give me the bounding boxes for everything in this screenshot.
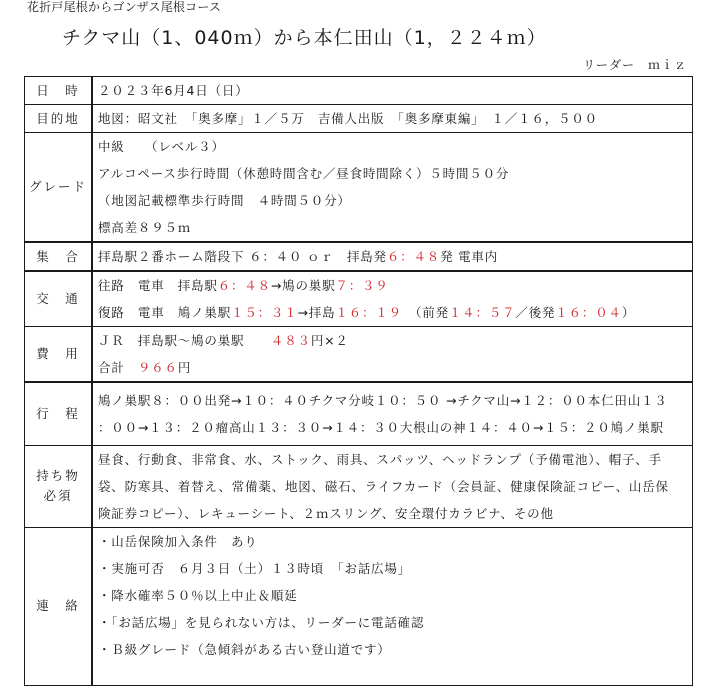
grade-standard-time: （地図記載標準歩行時間 ４時間５０分） <box>98 193 351 208</box>
row-transport <box>25 271 693 327</box>
grade-level: 中級 （レベル３） <box>98 139 225 154</box>
course-subtitle: 花折戸尾根からゴンザス尾根コース <box>27 0 222 14</box>
date-text: ２０２３年6月4日（日） <box>98 83 249 98</box>
itinerary-line-2: ：００→１３：２０瘤高山１３：３０→１４：３０大根山の神１４：４０→１５：２０鳩ノ巣駅 <box>98 419 664 435</box>
row-itinerary <box>25 382 693 445</box>
meeting-label: 集 合 <box>25 242 93 271</box>
itinerary-value <box>92 382 693 445</box>
outbound-from: 往路 電車 拝島駅 <box>98 278 218 293</box>
cost-value <box>92 327 693 383</box>
date-label: 日 時 <box>25 77 93 105</box>
row-destination <box>25 105 693 133</box>
total-unit: 円 <box>177 360 192 375</box>
contact-rain-rule: ・降水確率５０％以上中止＆順延 <box>98 587 298 603</box>
meeting-suffix: 発 電車内 <box>440 249 499 264</box>
total-line <box>98 354 692 381</box>
meeting-text <box>98 243 692 270</box>
inbound-earlier-time: １４：５７ <box>448 305 516 320</box>
transport-label: 交 通 <box>25 271 93 327</box>
row-gear <box>25 445 693 527</box>
contact-phone-note: ・「お話広場」を見られない方は、リーダーに電話確認 <box>98 614 425 630</box>
total-label: 合計 <box>98 360 138 375</box>
hike-plan-table <box>24 76 693 686</box>
gear-label-line-1: 持ち物 <box>36 468 80 483</box>
grade-value <box>92 133 693 243</box>
itinerary-line-1: 鳩ノ巣駅８：００出発→１０：４０チクマ分岐１０：５０ →チクマ山→１２：００本仁田山１３ <box>98 392 668 408</box>
gear-value <box>92 445 693 527</box>
row-cost <box>25 327 693 383</box>
fare-multiplier: 円×２ <box>310 333 349 348</box>
gear-label-line-2: 必須 <box>43 488 73 503</box>
meeting-value <box>92 242 693 271</box>
outbound-to: →鳩の巣駅 <box>270 278 336 293</box>
destination-label: 目的地 <box>25 105 93 133</box>
meeting-train-time: ６：４８ <box>386 249 441 264</box>
fare-amount: ４８３ <box>270 333 311 348</box>
inbound-later-time: １６：０４ <box>555 305 622 320</box>
gear-label <box>25 445 93 527</box>
inbound-arrive-time: １６：１９ <box>335 305 402 320</box>
contact-trail-grade: ・Ｂ級グレード（急傾斜がある古い登山道です） <box>98 641 391 657</box>
destination-value <box>92 105 693 133</box>
inbound-route <box>98 299 692 326</box>
transport-value <box>92 271 693 327</box>
row-contact <box>25 527 693 685</box>
inbound-close-paren: ） <box>621 305 636 320</box>
grade-label: グレード <box>25 133 93 243</box>
inbound-earlier-label: （前発 <box>401 305 449 320</box>
fare-route: ＪＲ 拝島駅〜鳩の巣駅 <box>98 333 271 348</box>
inbound-depart-time: １５：３１ <box>231 305 298 320</box>
contact-value <box>92 527 693 685</box>
outbound-arrive-time: ７：３９ <box>335 278 389 293</box>
outbound-route <box>98 272 692 299</box>
inbound-from: 復路 電車 鳩ノ巣駅 <box>98 305 232 320</box>
row-grade <box>25 133 693 243</box>
inbound-to: →拝島 <box>297 305 336 320</box>
gear-line-2: 袋、防寒具、着替え、常備薬、地図、磁石、ライフカード（会員証、健康保険証コピー、山岳保 <box>98 478 669 494</box>
destination-text: 地図：昭文社 「奥多摩」１／５万 吉備人出版 「奥多摩東編」 １／１６，５００ <box>98 111 598 126</box>
page-title: チクマ山（1、040ｍ）から本仁田山（1，２２４ｍ） <box>62 27 547 49</box>
row-meeting <box>25 242 693 271</box>
grade-elevation: 標高差８９５ｍ <box>98 220 192 235</box>
inbound-later-label: ／後発 <box>515 305 556 320</box>
contact-label: 連 絡 <box>25 527 93 685</box>
row-date <box>25 77 693 105</box>
cost-label: 費 用 <box>25 327 93 383</box>
gear-line-1: 昼食、行動食、非常食、水、ストック、雨具、スパッツ、ヘッドランプ（予備電池）、帽子、手 <box>98 451 662 467</box>
contact-insurance: ・山岳保険加入条件 あり <box>98 533 258 549</box>
contact-go-decision: ・実施可否 ６月３日（土）１３時頃 「お話広場」 <box>98 560 411 576</box>
fare-line <box>98 327 692 354</box>
gear-line-3: 険証券コピー）、レキューシート、２ｍスリング、安全環付カラビナ、その他 <box>98 505 554 521</box>
itinerary-label: 行 程 <box>25 382 93 445</box>
grade-walk-time: アルコペース歩行時間（休憩時間含む／昼食時間除く）５時間５０分 <box>98 166 510 181</box>
outbound-depart-time: ６：４８ <box>217 278 271 293</box>
date-value <box>92 77 693 105</box>
leader-name: リーダー ｍｉｚ <box>582 58 687 72</box>
meeting-place: 拝島駅２番ホーム階段下 ６：４０ ｏｒ 拝島発 <box>98 249 387 264</box>
total-amount: ９６６ <box>137 360 178 375</box>
